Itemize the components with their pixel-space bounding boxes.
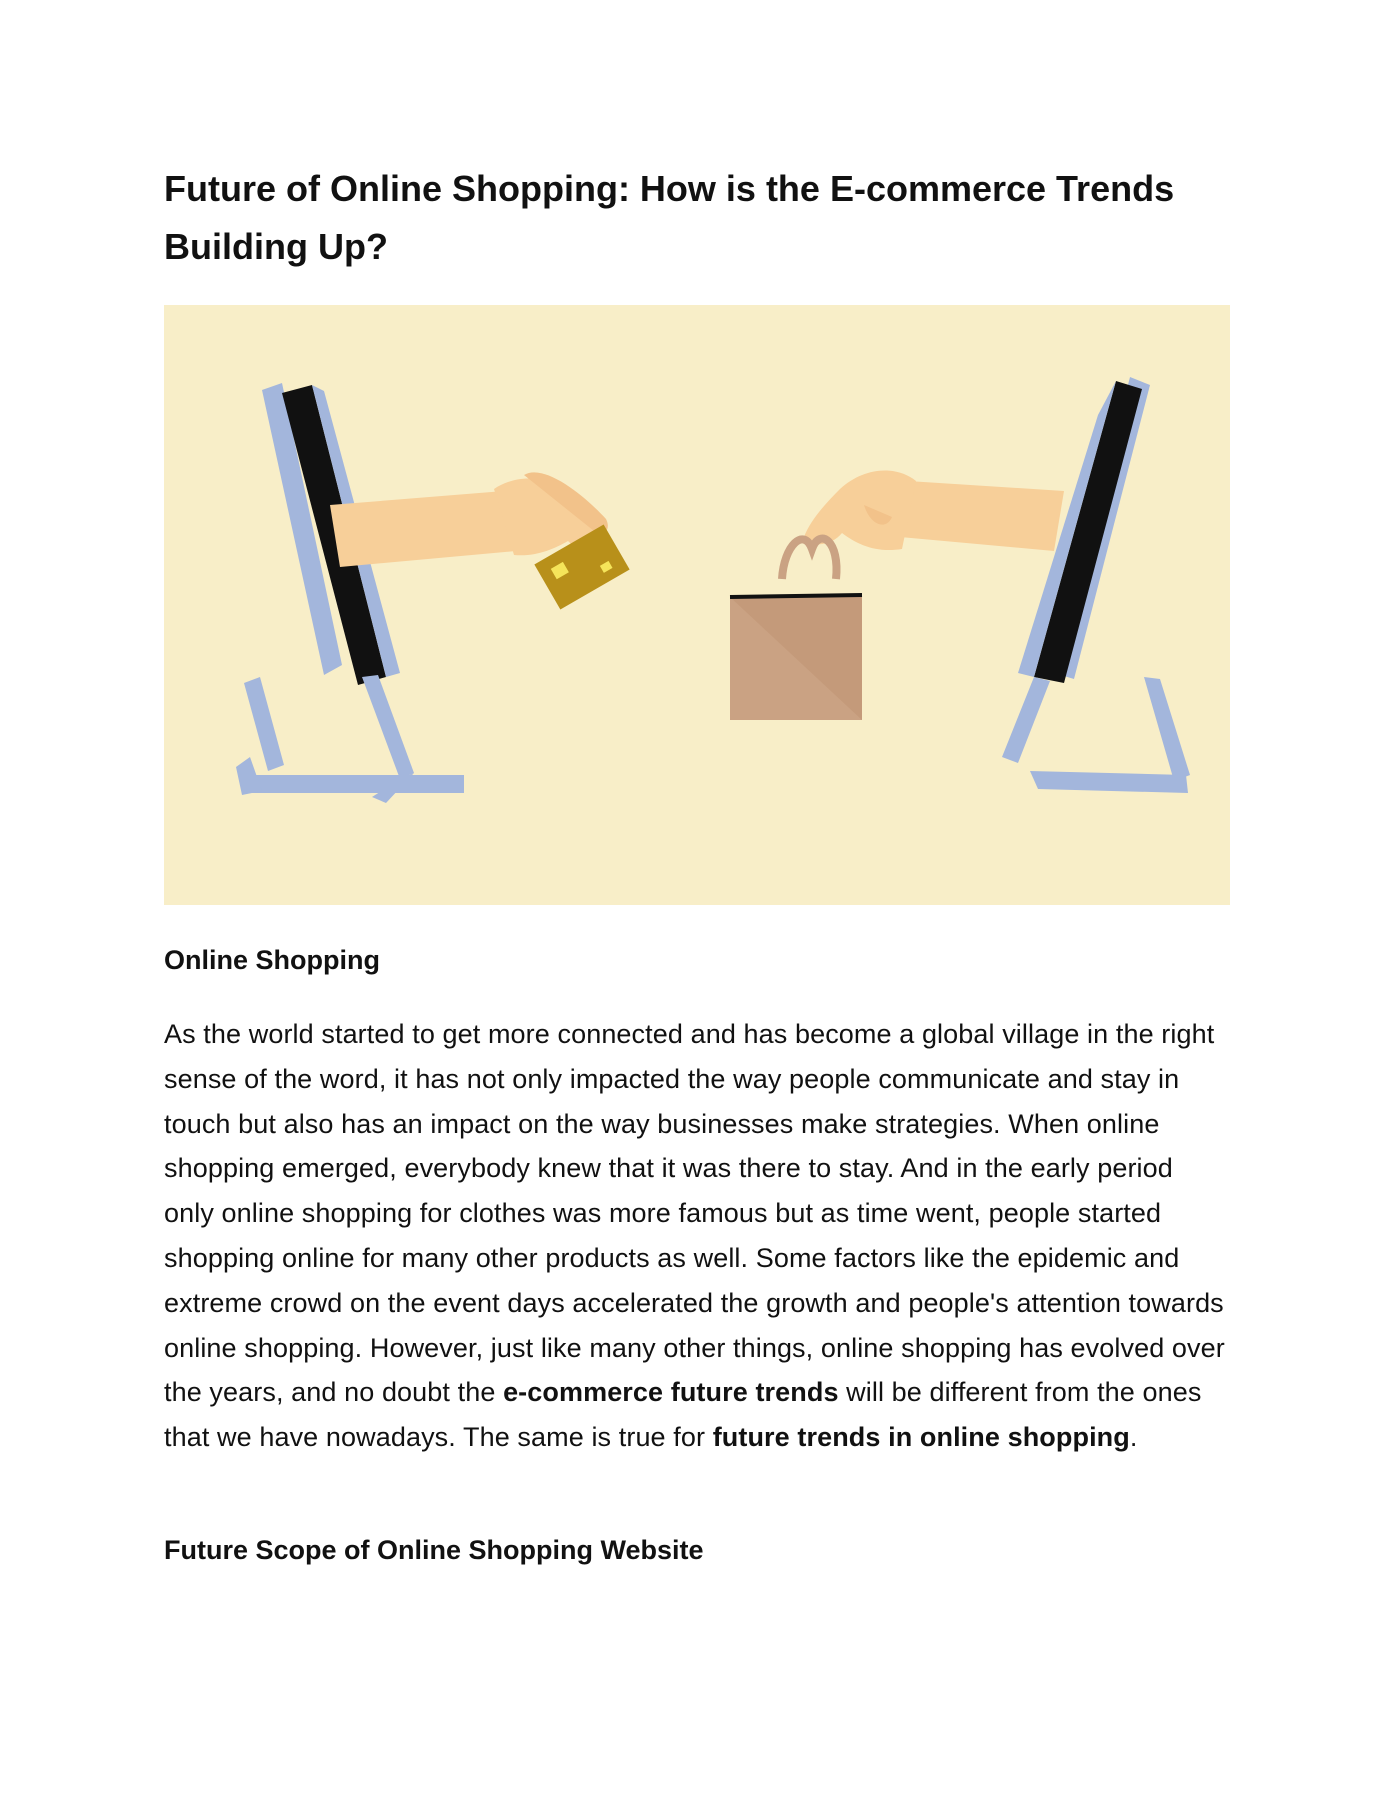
- body-paragraph: [164, 1012, 1230, 1460]
- paragraph-text-part2: will be different from the ones that we have nowadays. The same is true for: [164, 1377, 1202, 1453]
- shopping-bag-icon: [730, 539, 862, 720]
- article-title: Future of Online Shopping: How is the E-commerce Trends Building Up?: [164, 168, 1175, 267]
- left-monitor-icon: [236, 383, 464, 803]
- right-hand-icon: [804, 471, 1064, 551]
- online-shopping-illustration: [164, 305, 1230, 905]
- bold-phrase-online-shopping-trends: future trends in online shopping: [712, 1422, 1130, 1453]
- right-monitor-icon: [1002, 377, 1190, 793]
- paragraph-text-part3: .: [1129, 1422, 1138, 1453]
- paragraph-text-part1: As the world started to get more connected and has become a global village in the right sense of the word, it has not only impacted the way people communicate and stay in touch but also has an impact on the way businesses make strategies. When online shopping emerged, everybody knew that it was there to stay. And in the early period only online shopping for clothes was more famous but as time went, people started shopping online for many other products as well. Some factors like the epidemic and extreme crowd on the event days accelerated the growth and people's attention towards online shopping. However, just like many other things, online shopping has evolved over the years, and no doubt the: [164, 1019, 1225, 1408]
- bold-phrase-ecommerce-trends: e-commerce future trends: [503, 1377, 839, 1408]
- hero-illustration: [164, 305, 1230, 905]
- section-heading-future-scope: Future Scope of Online Shopping Website: [164, 1535, 704, 1565]
- section-heading-online-shopping: Online Shopping: [164, 945, 380, 975]
